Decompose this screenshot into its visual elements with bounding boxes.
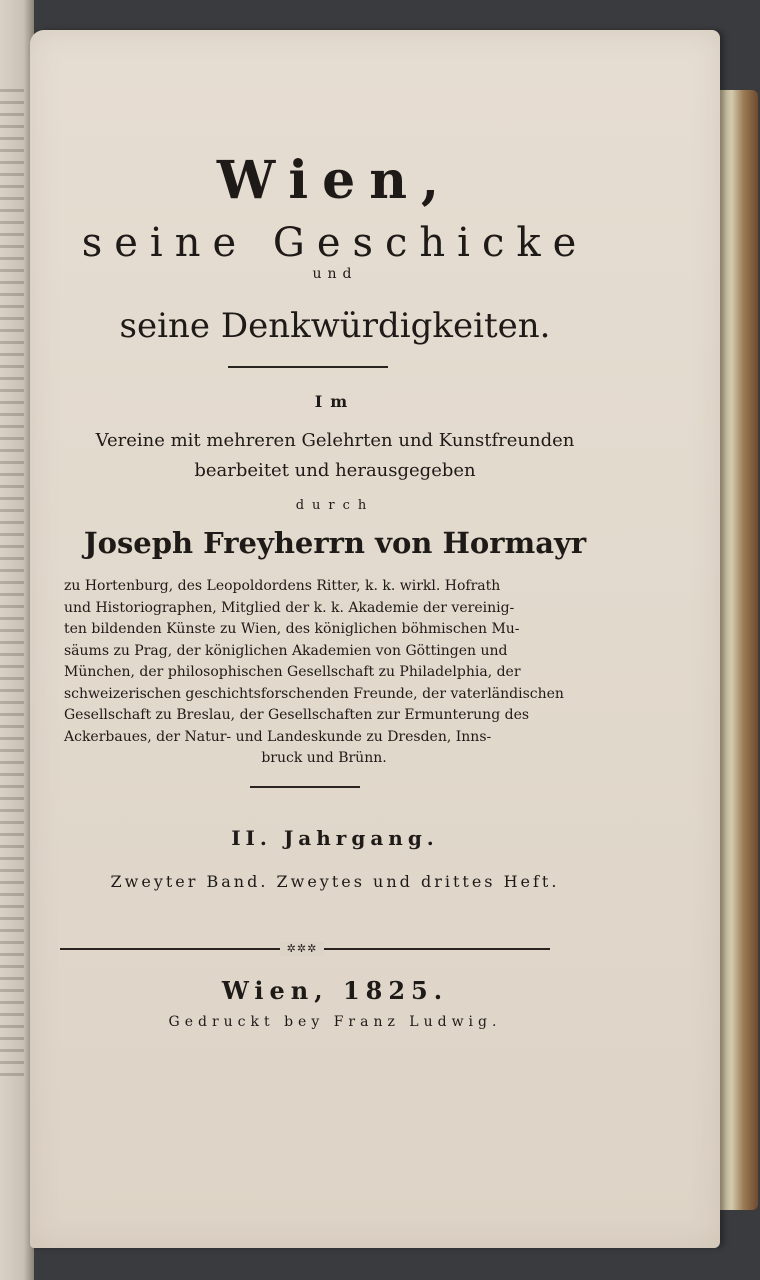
qualification-line: säums zu Prag, der königlichen Akademien von Göttingen und: [64, 642, 508, 659]
verein-line: Vereine mit mehreren Gelehrten und Kunstfreunden: [95, 430, 575, 451]
title-line-1: Wien,: [216, 150, 454, 211]
durch-line: durch: [295, 498, 375, 513]
divider-rule-2: [250, 786, 360, 788]
qualification-line: München, der philosophischen Gesellschaft zu Philadelphia, der: [64, 664, 521, 680]
qualification-line: schweizerischen geschichtsforschenden Freunde, der vaterländischen: [64, 685, 564, 702]
qualification-line: und Historiographen, Mitglied der k. k. Akademie der vereinig-: [64, 599, 515, 616]
author-name: Joseph Freyherrn von Hormayr: [83, 526, 587, 560]
qualification-line: ten bildenden Künste zu Wien, des königlichen böhmischen Mu-: [64, 621, 520, 637]
qualification-line: bruck und Brünn.: [261, 750, 387, 766]
qualification-line: zu Hortenburg, des Leopoldordens Ritter, k. k. wirkl. Hofrath: [64, 578, 501, 594]
rule-ornament: ✲✲✲: [280, 942, 324, 956]
im-line: Im: [314, 392, 356, 411]
facing-page-text-lines: [0, 80, 24, 1080]
volume-year: II. Jahrgang.: [231, 826, 439, 850]
title-line-3: seine Denkwürdigkeiten.: [119, 306, 551, 346]
qualification-line: Ackerbaues, der Natur- und Landeskunde zu Dresden, Inns-: [64, 728, 492, 745]
title-conjunction: und: [312, 266, 358, 282]
imprint-place-year: Wien, 1825.: [221, 976, 449, 1005]
title-line-2: seine Geschicke: [81, 220, 589, 266]
bearbeitet-line: bearbeitet und herausgegeben: [194, 460, 476, 481]
divider-rule-1: [228, 366, 388, 368]
imprint-printer: Gedruckt bey Franz Ludwig.: [168, 1014, 502, 1030]
facing-page-edge: [0, 0, 34, 1280]
author-qualifications: [64, 576, 584, 770]
volume-issue: Zweyter Band. Zweytes und drittes Heft.: [110, 872, 560, 891]
qualification-line: Gesellschaft zu Breslau, der Gesellschaften zur Ermunterung des: [64, 707, 530, 723]
